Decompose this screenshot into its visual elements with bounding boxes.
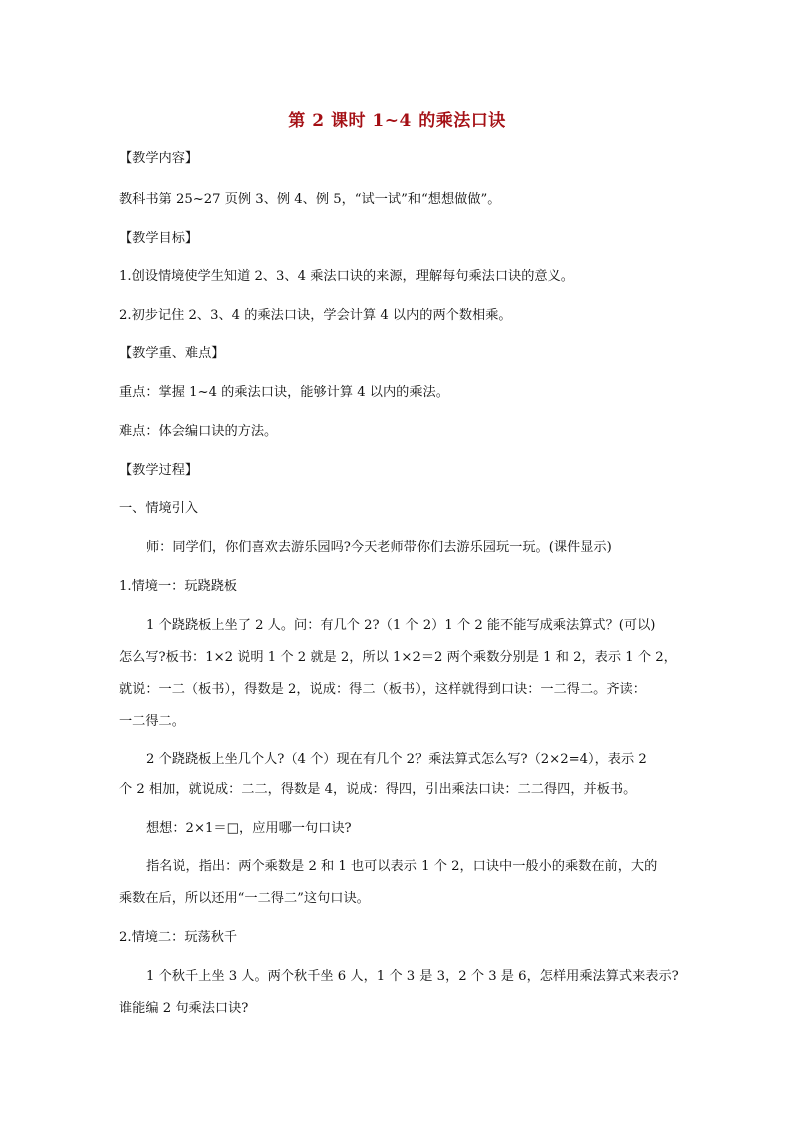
key-point-text: 重点：掌握 1~4 的乘法口诀，能够计算 4 以内的乘法。: [119, 385, 449, 400]
subheading-scenario-2: 2.情境二：玩荡秋千: [119, 930, 238, 945]
paragraph-seesaw-line-3: 就说：一二（板书），得数是 2，说成：得二（板书），这样就得到口诀：一二得二。齐读：: [119, 682, 646, 697]
lesson-title: 第 2 课时 1~4 的乘法口诀: [288, 111, 506, 131]
section-heading-key-points: 【教学重、难点】: [119, 346, 225, 361]
section-heading-content: 【教学内容】: [119, 151, 199, 166]
difficulty-text: 难点：体会编口诀的方法。: [119, 424, 278, 439]
subheading-introduction: 一、情境引入: [119, 501, 199, 516]
goal-item-1: 1.创设情境使学生知道 2、3、4 乘法口诀的来源，理解每句乘法口诀的意义。: [119, 269, 574, 284]
section-heading-goals: 【教学目标】: [119, 231, 199, 246]
paragraph-explain-line-1: 指名说，指出：两个乘数是 2 和 1 也可以表示 1 个 2，口诀中一般小的乘数在前，大的: [146, 859, 658, 874]
paragraph-textbook-pages: 教科书第 25~27 页例 3、例 4、例 5，“试一试”和“想想做做”。: [119, 192, 501, 207]
paragraph-think: 想想：2×1＝□，应用哪一句口诀?: [146, 821, 352, 836]
paragraph-swing-line-1: 1 个秋千上坐 3 人。两个秋千坐 6 人，1 个 3 是 3，2 个 3 是 6，怎样用乘法算式来表示?: [146, 969, 679, 984]
paragraph-seesaw-line-4: 一二得二。: [119, 714, 185, 729]
paragraph-swing-line-2: 谁能编 2 句乘法口诀?: [119, 1001, 249, 1016]
paragraph-teacher-intro: 师：同学们，你们喜欢去游乐园吗?今天老师带你们去游乐园玩一玩。(课件显示): [146, 540, 612, 555]
subheading-scenario-1: 1.情境一：玩跷跷板: [119, 579, 238, 594]
paragraph-two-seesaws-line-2: 个 2 相加，就说成：二二，得数是 4，说成：得四，引出乘法口诀：二二得四，并板书。: [119, 782, 637, 797]
goal-item-2: 2.初步记住 2、3、4 的乘法口诀，学会计算 4 以内的两个数相乘。: [119, 308, 512, 323]
paragraph-explain-line-2: 乘数在后，所以还用“一二得二”这句口诀。: [119, 891, 370, 906]
paragraph-seesaw-line-2: 怎么写?板书：1×2 说明 1 个 2 就是 2，所以 1×2＝2 两个乘数分别是 1 和 2，表示 1 个 2，: [119, 650, 677, 665]
paragraph-seesaw-line-1: 1 个跷跷板上坐了 2 人。问：有几个 2?（1 个 2）1 个 2 能不能写成乘法算式？(可以): [146, 618, 656, 633]
paragraph-two-seesaws-line-1: 2 个跷跷板上坐几个人?（4 个）现在有几个 2？乘法算式怎么写?（2×2=4），表示 2: [146, 752, 647, 767]
section-heading-process: 【教学过程】: [119, 463, 199, 478]
